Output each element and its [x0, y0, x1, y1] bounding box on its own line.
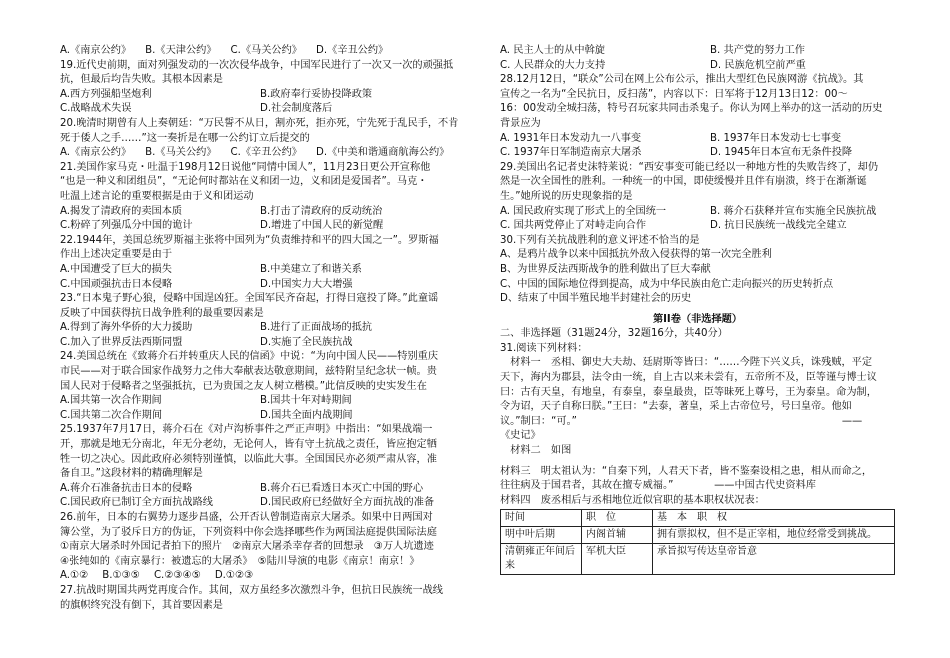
text-line: 生。”她所说的历史现象指的是 [500, 190, 633, 202]
text-line: ④张纯如的《南京暴行：被遗忘的大屠杀》 ⑤陆川导演的电影《南京！南京！》 [60, 555, 420, 567]
text-line: 反映了中国获得抗日战争胜利的最重要因素是 [60, 307, 264, 319]
option-row [500, 205, 895, 220]
option-row [500, 146, 895, 161]
option-row [500, 219, 895, 234]
table-cell: 清朝雍正年间后来 [501, 544, 582, 575]
option: D.《中美和谐通商航海公约》 [316, 147, 450, 159]
option: C.粉碎了列强瓜分中国的诡计 [60, 220, 193, 232]
option: A.西方列强船坚炮利 [60, 88, 152, 100]
option-row [500, 59, 895, 74]
text-line: 开，那就是地无分南北，年无分老幼，无论何人，皆有守土抗战之责任，皆应抱定牺 [60, 439, 437, 451]
text-line: 令为诏，天子自称曰朕。”王曰：“去泰，著皇，采上古帝位号，号曰皇帝。他如 [500, 401, 852, 413]
option-row [60, 205, 480, 220]
option-row [60, 219, 480, 234]
option: D.增进了中国人民的新觉醒 [260, 220, 384, 232]
option: B. 1937年日本发动七七事变 [710, 132, 842, 144]
option: B. 共产党的努力工作 [710, 45, 805, 56]
right-column [500, 44, 895, 575]
option: A.《南京公约》 [60, 45, 132, 56]
option-row [60, 146, 480, 161]
option: B.《天津公约》 [145, 45, 217, 56]
text-line: 材料三 明太祖认为：“自秦下列，人君天下者，皆不鉴秦设相之患，相从而命之， [500, 465, 873, 477]
left-column [60, 44, 480, 613]
text-line: 牲一切之决心。因此政府必须特别谨慎，以临此大事。全国国民亦必须严肃从容，准 [60, 453, 437, 465]
option: C. 国共两党停止了对峙走向合作 [500, 220, 647, 232]
text-line: 22.1944年，美国总统罗斯福主张将中国列为“负责维持和平的四大国之一”。罗斯福 [60, 234, 439, 246]
text-line: 23.“日本鬼子野心狼，侵略中国逞凶狂。全国军民齐奋起，打得日寇投了降。”此童谣 [60, 293, 439, 305]
option-row [60, 496, 480, 511]
option: D.中国实力大大增强 [260, 278, 353, 290]
text-line: 市民——对于联合国家作战努力之伟大奉献表达敬意期间，兹特附呈纪念状一帧。贵 [60, 366, 437, 378]
text-line: 国人民对于侵略者之坚强抵抗，已为贵国之友人树立楷模。”此信反映的史实发生在 [60, 380, 427, 392]
table-cell: 内阁首辅 [582, 527, 653, 544]
text-line: 《史记》 [500, 430, 541, 442]
text-line: 备自卫。”这段材料的精确理解是 [60, 468, 203, 480]
text-line: 曰：古有天皇，有地皇，有泰皇，泰皇最贵，臣等昧死上尊号，王为泰皇。命为制， [500, 386, 877, 398]
option-row [500, 132, 895, 147]
text-line: A、是鸦片战争以来中国抵抗外敌入侵获得的第一次完全胜利 [500, 249, 772, 261]
option: A.①② [60, 570, 89, 582]
text-line: “也是一种义和团组员”，“无论何时都站在义和团一边，义和团是爱国者”。马克・ [60, 176, 428, 188]
text-line: 29.美国出名记者史沫特莱说：“西安事变可能已经以一种地方性的失败告终了，却仍 [500, 161, 879, 173]
option: C.②③④⑤ [153, 570, 201, 582]
option: D. 抗日民族统一战线完全建立 [710, 220, 847, 232]
option-row [60, 409, 480, 424]
table-cell: 明中叶后期 [501, 527, 582, 544]
text-line: 簿公堂，为了驳斥日方的伪证，下列资料中你会选择哪些作为两国法庭提供国际法庭 [60, 526, 437, 538]
option: A. 1931年日本发动九一八事变 [500, 132, 642, 144]
option: B.政府奉行妥协投降政策 [260, 88, 373, 100]
text-line: 然是一次全国性的胜利。一种统一的中国，即使缓慢并且伴有崩溃，终于在渐渐诞 [500, 176, 867, 188]
option: C.《马关公约》 [230, 45, 302, 56]
text-line: 死于倭人之手……”这一奏折是在哪一公约订立后提交的 [60, 132, 310, 144]
text-line: 材料四 废丞相后与丞相地位近似官职的基本职权状况表： [500, 494, 765, 506]
text-line: 议。”制曰：“可。” —— [500, 415, 863, 427]
text-line: 20.晚清时期曾有人上奏朝廷：“万民誓不从日，割亦死，拒亦死，宁先死于乱民手，不肯 [60, 117, 459, 129]
text-line: 30.下列有关抗战胜利的意义评述不恰当的是 [500, 234, 700, 246]
table-header-cell: 职 位 [582, 510, 653, 527]
option: C.中国顽强抗击日本侵略 [60, 278, 173, 290]
option: B.①③⑤ [102, 570, 140, 582]
option: A.国共第一次合作期间 [60, 395, 162, 407]
text-line: 31.阅读下列材料： [500, 342, 588, 354]
text-line: 材料二 如图 [500, 445, 572, 457]
option: B.蒋介石已看透日本灭亡中国的野心 [260, 482, 424, 494]
option-row [60, 336, 480, 351]
text-line: 16：00发动全城扫荡，特号召玩家共同击杀鬼子。你认为网上举办的这一活动的历史 [500, 103, 883, 115]
option: A.《南京公约》 [60, 147, 132, 159]
text-line: 往往病及于国君者，其故在擅专威福。” ——中国古代史资料库 [500, 480, 816, 492]
option: A.蒋介石准备抗击日本的侵略 [60, 482, 193, 494]
option-row [60, 44, 480, 59]
option: D.国共全面内战期间 [260, 409, 353, 421]
text-line: D、结束了中国半殖民地半封建社会的历史 [500, 293, 692, 305]
option: C. 1937年日军制造南京大屠杀 [500, 147, 642, 159]
text-line: 材料一 丞相、御史大夫劫、廷尉斯等皆曰：“……今陛下兴义兵，诛残贼，平定 [500, 357, 873, 369]
option: C.《辛丑公约》 [230, 147, 302, 159]
table-row [501, 527, 895, 544]
table-header-row [501, 510, 895, 527]
text-line: 19.近代史前期，面对列强发动的一次次侵华战争，中国军民进行了一次又一次的顽强抵 [60, 59, 454, 71]
option: C.国民政府已制订全方面抗战路线 [60, 497, 213, 509]
text-line: 的旗帜终究没有倒下，其首要因素是 [60, 599, 223, 611]
text-line: C、中国的国际地位得到提高，成为中华民族由危亡走向振兴的历史转折点 [500, 278, 834, 290]
option: B. 蒋介石获释并宣布实施全民族抗战 [710, 205, 877, 217]
text-line: 24.美国总统在《致蒋介石并转重庆人民的信函》中说：“为向中国人民——特别重庆 [60, 351, 439, 363]
text-line: 宣传之一名为“全民抗日，反扫荡”，内容以下：日军将于12月13日12：00～ [500, 88, 848, 100]
text-line: 抗，但最后均告失败。其根本因素是 [60, 74, 223, 86]
option: D.社会制度落后 [260, 103, 333, 115]
table-cell: 军机大臣 [582, 544, 653, 575]
table-header-cell: 基 本 职 权 [653, 510, 895, 527]
option: D. 民族危机空前严重 [710, 59, 806, 71]
text-line: 天下，海内为郡县，法令由一统，自上古以来未尝有，五帝所不及，臣等谨与博士议 [500, 372, 877, 384]
text-line: B、为世界反法西斯战争的胜利做出了巨大奉献 [500, 263, 711, 275]
option: B.《马关公约》 [145, 147, 217, 159]
option: B.打击了清政府的反动统治 [260, 205, 383, 217]
option: A. 民主人士的从中斡旋 [500, 45, 605, 56]
option: B.进行了正面战场的抵抗 [260, 322, 373, 334]
option: A.得到了海外华侨的大力援助 [60, 322, 193, 334]
option: D.《辛丑公约》 [316, 45, 389, 56]
option: A. 国民政府实现了形式上的全国统一 [500, 205, 667, 217]
option: A.中国遭受了巨大的损失 [60, 263, 172, 275]
option: D.实施了全民族抗战 [260, 336, 353, 348]
officials-table [500, 509, 895, 575]
text-line: 吐温上述言论的重要根据是由于义和团运动 [60, 190, 254, 202]
text-line: 背景应为 [500, 117, 541, 129]
text-line: 作出上述决定重要是由于 [60, 249, 173, 261]
text-line: 21.美国作家马克・吐温于198月12日说他“同情中国人”，11月23日更公开宣称他 [60, 161, 431, 173]
option-row [60, 394, 480, 409]
option: D. 1945年日本宣布无条件投降 [710, 147, 853, 159]
option-row [60, 569, 480, 584]
option-row [500, 44, 895, 59]
table-cell: 拥有票拟权，但不是正宰相，地位经常受到挑战。 [653, 527, 895, 544]
option: D.国民政府已经做好全方面抗战的准备 [260, 497, 435, 509]
option-row [60, 321, 480, 336]
text-line: ①南京大屠杀时外国记者拍下的照片 ②南京大屠杀幸存者的回想录 ③万人坑遗迹 [60, 541, 434, 553]
text-line: 26.前年，日本的右翼势力逐步昌盛，公开否认曾制造南京大屠杀。如果中日两国对 [60, 512, 433, 523]
table-cell: 承旨拟写传达皇帝旨意 [653, 544, 895, 575]
option: B.国共十年对峙期间 [260, 395, 352, 407]
text-line: 27.抗战时期国共两党再度合作。其间，双方虽经多次激烈斗争，但抗日民族统一战线 [60, 584, 443, 596]
option-row [60, 278, 480, 293]
option: C.国共第二次合作期间 [60, 409, 163, 421]
option: C.战略战术失误 [60, 103, 132, 115]
option: B.中美建立了和谐关系 [260, 263, 362, 275]
option: D.①②③ [214, 570, 254, 582]
option: C.加入了世界反法西斯同盟 [60, 336, 183, 348]
option-row [60, 102, 480, 117]
option-row [60, 88, 480, 103]
option-row [60, 263, 480, 278]
text-line: 28.12月12日，“联众”公司在网上公布公示，推出大型红色民族网游《抗战》。其 [500, 74, 864, 86]
option: C. 人民群众的大力支持 [500, 59, 606, 71]
table-row [501, 544, 895, 575]
option-row [60, 482, 480, 497]
table-header-cell: 时间 [501, 510, 582, 527]
option: A.揭发了清政府的卖国本质 [60, 205, 183, 217]
text-line: 二、非选择题（31题24分，32题16分，共40分） [500, 328, 728, 340]
section-title: 第II卷（非选择题） [652, 313, 743, 325]
text-line: 25.1937年7月17日，蒋介石在《对卢沟桥事件之严正声明》中指出：“如果战端一 [60, 424, 433, 436]
